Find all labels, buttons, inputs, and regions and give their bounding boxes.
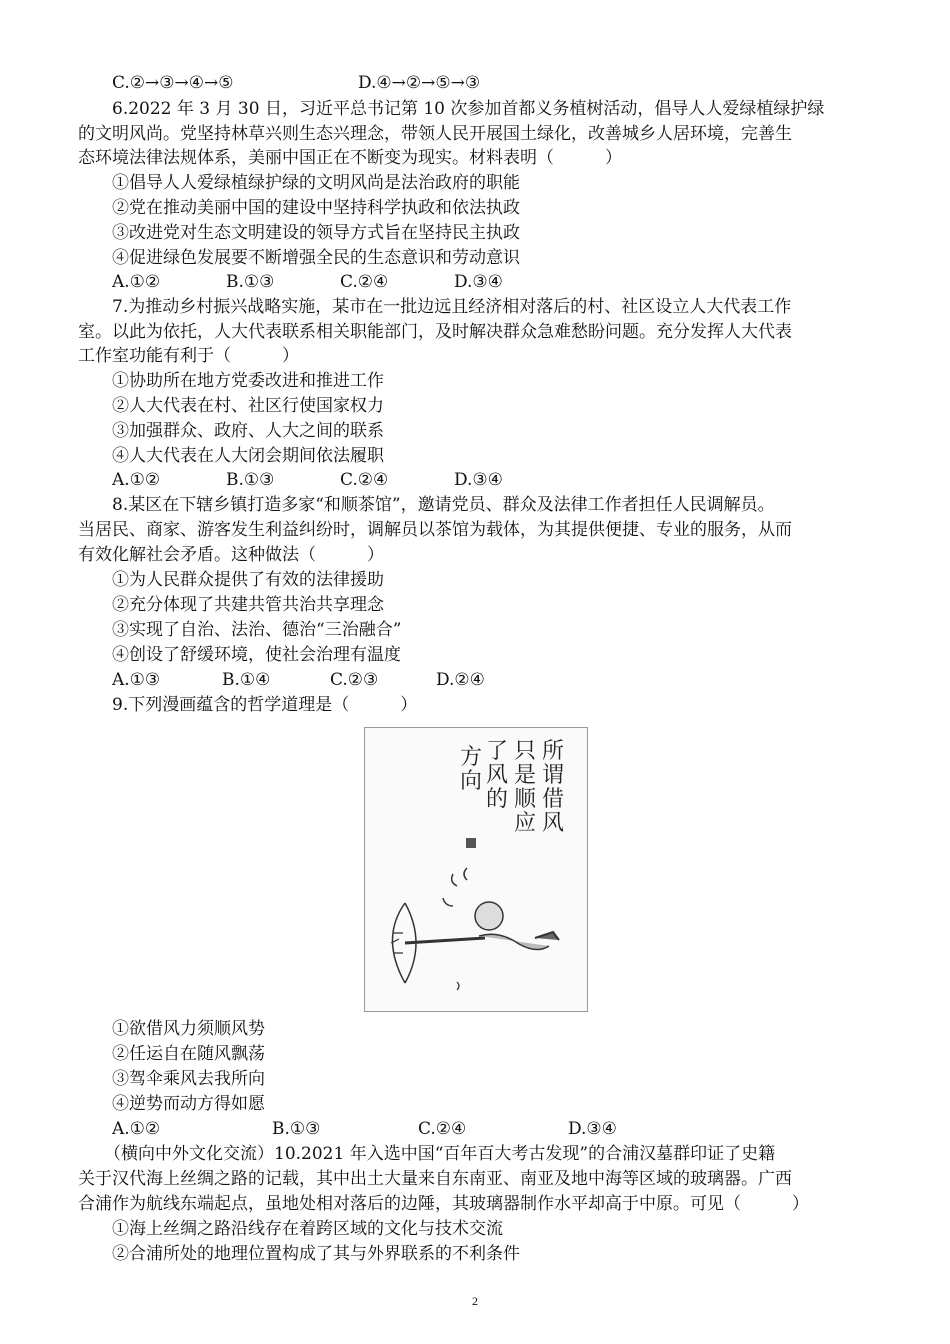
person-head xyxy=(475,902,503,930)
q9-item-3: ③驾伞乘风去我所向 xyxy=(112,1069,265,1089)
q6-option-d: D.③④ xyxy=(454,272,503,292)
q9-option-a: A.①② xyxy=(112,1119,161,1139)
q8-stem-line2: 当居民、商家、游客发生利益纠纷时，调解员以茶馆为载体，为其提供便捷、专业的服务，从而 xyxy=(78,520,792,540)
q6-stem-line2: 的文明风尚。党坚持林草兴则生态兴理念，带领人民开展国土绿化，改善城乡人居环境，完善生 xyxy=(78,124,792,144)
q8-option-a: A.①③ xyxy=(112,670,161,690)
q6-stem-line1: 6.2022 年 3 月 30 日，习近平总书记第 10 次参加首都义务植树活动，倡导人人爱绿植绿护绿 xyxy=(112,99,825,119)
q8-item-2: ②充分体现了共建共管共治共享理念 xyxy=(112,595,384,615)
wind-small xyxy=(457,982,459,990)
q9-item-1: ①欲借风力须顺风势 xyxy=(112,1019,265,1039)
q7-item-4: ④人大代表在人大闭会期间依法履职 xyxy=(112,446,384,466)
q8-item-3: ③实现了自治、法治、德治“三治融合” xyxy=(112,620,402,640)
q8-option-b: B.①④ xyxy=(222,670,271,690)
q6-item-4: ④促进绿色发展要不断增强全民的生态意识和劳动意识 xyxy=(112,248,520,268)
q9-option-d: D.③④ xyxy=(568,1119,617,1139)
q6-option-a: A.①② xyxy=(112,272,161,292)
q6-item-3: ③改进党对生态文明建设的领导方式旨在坚持民主执政 xyxy=(112,223,520,243)
cartoon-caption-col4: 方向 xyxy=(460,745,483,794)
cartoon-caption-col3: 了风的 xyxy=(486,739,509,812)
q7-option-d: D.③④ xyxy=(454,470,503,490)
q10-item-2: ②合浦所处的地理位置构成了其与外界联系的不利条件 xyxy=(112,1244,520,1264)
q9-item-4: ④逆势而动方得如愿 xyxy=(112,1094,265,1114)
q10-stem-line1: （横向中外文化交流）10.2021 年入选中国“百年百大考古发现”的合浦汉墓群印证了史籍 xyxy=(104,1144,776,1164)
umbrella-canopy xyxy=(393,903,406,983)
person-legs xyxy=(535,932,559,940)
q7-item-2: ②人大代表在村、社区行使国家权力 xyxy=(112,396,384,416)
seal-mark xyxy=(466,838,476,848)
q7-stem-line3: 工作室功能有利于（ ） xyxy=(78,346,299,366)
q8-stem-line1: 8.某区在下辖乡镇打造多家“和顺茶馆”，邀请党员、群众及法律工作者担任人民调解员。 xyxy=(112,495,775,515)
q8-stem-line3: 有效化解社会矛盾。这种做法（ ） xyxy=(78,545,384,565)
q7-stem-line1: 7.为推动乡村振兴战略实施，某市在一批边远且经济相对落后的村、社区设立人大代表工作 xyxy=(112,297,792,317)
q5-option-d: D.④→②→⑤→③ xyxy=(358,73,481,93)
q8-option-d: D.②④ xyxy=(436,670,485,690)
umbrella-shaft xyxy=(405,938,485,943)
q9-item-2: ②任运自在随风飘荡 xyxy=(112,1044,265,1064)
q7-option-b: B.①③ xyxy=(226,470,275,490)
cartoon-caption-col1: 所谓借风 xyxy=(542,739,565,836)
q8-item-1: ①为人民群众提供了有效的法律援助 xyxy=(112,570,384,590)
q8-item-4: ④创设了舒缓环境，使社会治理有温度 xyxy=(112,645,401,665)
q6-item-2: ②党在推动美丽中国的建设中坚持科学执政和依法执政 xyxy=(112,198,520,218)
cartoon-caption-col2: 只是顺应 xyxy=(514,739,537,836)
q9-stem: 9.下列漫画蕴含的哲学道理是（ ） xyxy=(112,695,418,715)
q6-stem-line3: 态环境法律法规体系，美丽中国正在不断变为现实。材料表明（ ） xyxy=(78,148,622,168)
wind-lines xyxy=(443,868,467,906)
q6-item-1: ①倡导人人爱绿植绿护绿的文明风尚是法治政府的职能 xyxy=(112,173,520,193)
q10-stem-line3: 合浦作为航线东端起点，虽地处相对落后的边陲，其玻璃器制作水平却高于中原。可见（ ） xyxy=(78,1194,809,1214)
q7-option-a: A.①② xyxy=(112,470,161,490)
q8-option-c: C.②③ xyxy=(330,670,379,690)
q6-option-c: C.②④ xyxy=(340,272,389,292)
page-number: 2 xyxy=(472,1294,478,1308)
q7-stem-line2: 室。以此为依托，人大代表联系相关职能部门，及时解决群众急难愁盼问题。充分发挥人大代表 xyxy=(78,322,792,342)
q9-option-b: B.①③ xyxy=(272,1119,321,1139)
q7-item-3: ③加强群众、政府、人大之间的联系 xyxy=(112,421,384,441)
q5-option-c: C.②→③→④→⑤ xyxy=(112,73,234,93)
q6-option-b: B.①③ xyxy=(226,272,275,292)
q9-option-c: C.②④ xyxy=(418,1119,467,1139)
q7-option-c: C.②④ xyxy=(340,470,389,490)
cartoon-image xyxy=(364,727,588,1012)
cartoon-drawing xyxy=(365,728,587,1011)
q10-stem-line2: 关于汉代海上丝绸之路的记载，其中出土大量来自东南亚、南亚及地中海等区域的玻璃器。广西 xyxy=(78,1169,792,1189)
q10-item-1: ①海上丝绸之路沿线存在着跨区域的文化与技术交流 xyxy=(112,1219,503,1239)
q7-item-1: ①协助所在地方党委改进和推进工作 xyxy=(112,371,384,391)
